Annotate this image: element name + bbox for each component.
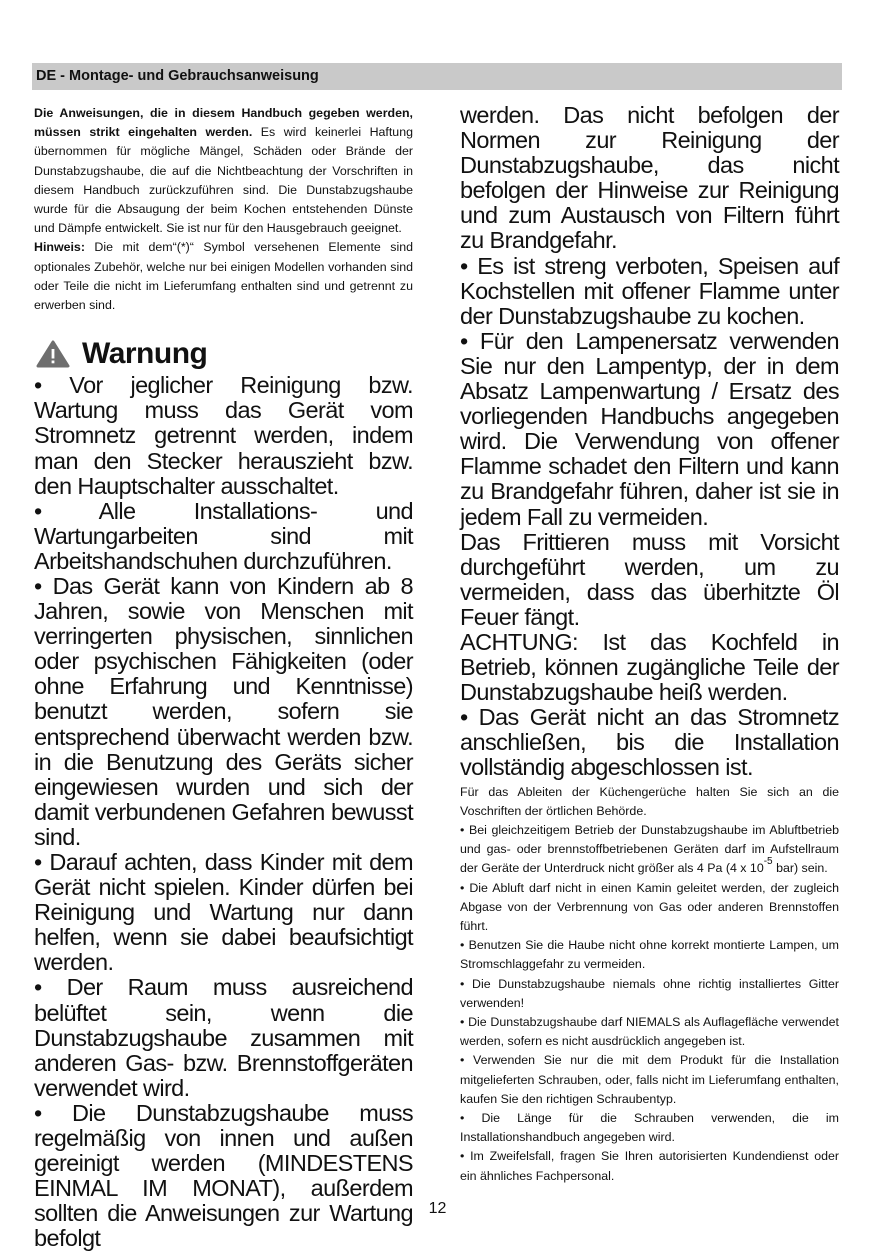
right-small-paragraph: • Die Länge für die Schrauben verwenden, die im Installationshandbuch angegeben wird. — [460, 1110, 839, 1145]
right-small-paragraph: • Benutzen Sie die Haube nicht ohne korrekt montierte Lampen, um Stromschlaggefahr zu vermeiden. — [460, 938, 839, 972]
note-paragraph — [34, 238, 413, 315]
left-paragraph: • Das Gerät kann von Kindern ab 8 Jahren, sowie von Menschen mit verringerten physischen, sinnlichen oder psychischen Fähigkeiten (oder ohne Erfahrung und Kenntnisse) benutzt werden, sofern sie entsprechend überwacht werden bzw. in die Benutzung des Geräts sicher eingewiesen wurden und sich der damit verbundenen Gefahren bewusst sind. — [34, 572, 413, 850]
right-paragraph: • Für den Lampenersatz verwenden Sie nur den Lampentyp, der in dem Absatz Lampenwartung / Ersatz des vorliegenden Handbuchs angegeben wird. Die Verwendung von offener Flamme schadet den Filtern und kann zu Brandgefahr führen, daher ist sie in jedem Fall zu vermeiden. — [460, 327, 839, 530]
left-column — [34, 104, 413, 1252]
intro-bold-lead: Die Anweisungen, die in diesem Handbuch gegeben werden, müssen strikt eingehalten werden. — [34, 106, 413, 140]
right-paragraph: • Es ist streng verboten, Speisen auf Kochstellen mit offener Flamme unter der Dunstabzugshaube zu kochen. — [460, 252, 839, 329]
section-header — [32, 63, 842, 90]
right-small-paragraph — [460, 821, 839, 879]
left-paragraph: • Darauf achten, dass Kinder mit dem Gerät nicht spielen. Kinder dürfen bei Reinigung und Wartung nur dann helfen, wenn sie dabei beaufsichtigt werden. — [34, 849, 413, 976]
right-small-paragraph: • Die Dunstabzugshaube darf NIEMALS als Auflagefläche verwendet werden, sofern es nicht ausdrücklich angegeben ist. — [460, 1014, 839, 1049]
warning-triangle-icon — [36, 340, 70, 368]
left-paragraph: • Der Raum muss ausreichend belüftet sein, wenn die Dunstabzugshaube zusammen mit anderen Gas- bzw. Brennstoffgeräten verwendet wird. — [34, 974, 413, 1101]
note-text: Die mit dem“(*)“ Symbol versehenen Elemente sind optionales Zubehör, welche nur bei einigen Modellen vorhanden sind oder Teile die nicht im Lieferumfang enthalten sind und getrennt zu erwerben sind. — [34, 240, 413, 313]
note-label: Hinweis: — [34, 240, 85, 255]
left-paragraph: • Alle Installations- und Wartungarbeiten sind mit Arbeitshandschuhen durchzuführen. — [34, 497, 413, 574]
right-small-paragraph: Für das Ableiten der Küchengerüche halten Sie sich an die Voschriften der örtlichen Behörde. — [460, 784, 839, 818]
right-paragraph: • Das Gerät nicht an das Stromnetz anschließen, bis die Installation vollständig abgeschlossen ist. — [460, 704, 839, 781]
right-small-paragraph: • Im Zweifelsfall, fragen Sie Ihren autorisierten Kundendienst oder ein ähnliches Fachpersonal. — [460, 1149, 839, 1183]
pressure-text: • Bei gleichzeitigem Betrieb der Dunstabzugshaube im Abluftbetrieb und gas- oder brennstoffbetriebenen Geräten darf im Aufstellraum der Geräte der Unterdruck nicht größer als 4 Pa (4 x 10 — [460, 822, 839, 876]
right-paragraph: werden. Das nicht befolgen der Normen zur Reinigung der Dunstabzugshaube, das nicht befolgen der Hinweise zur Reinigung und zum Austausch von Filtern führt zu Brandgefahr. — [460, 102, 839, 254]
right-small-paragraph: • Die Abluft darf nicht in einen Kamin geleitet werden, der zugleich Abgase von der Verbrennung von Gas oder anderen Brennstoffen führt. — [460, 880, 839, 933]
warning-title: Warnung — [82, 337, 208, 371]
pressure-text-end: bar) sein. — [772, 861, 828, 876]
page-number: 12 — [428, 1200, 447, 1217]
right-paragraph: Das Frittieren muss mit Vorsicht durchgeführt werden, um zu vermeiden, dass das überhitzte Öl Feuer fängt. — [460, 528, 839, 630]
right-small-paragraph: • Die Dunstabzugshaube niemals ohne richtig installiertes Gitter verwenden! — [460, 976, 839, 1010]
right-small-paragraph: • Verwenden Sie nur die mit dem Produkt für die Installation mitgelieferten Schrauben, oder, falls nicht im Lieferumfang enthalten, kaufen Sie den richtigen Schraubentyp. — [460, 1053, 839, 1106]
intro-text: Es wird keinerlei Haftung übernommen für mögliche Mängel, Schäden oder Brände der Dunstabzugshaube, die auf die Nichtbeachtung der Vorschriften in diesem Handbuch zurückzuführen sind. Die Dunstabzugshaube wurde für die Absaugung der beim Kochen entstehenden Dünste und Dämpfe entwickelt. Sie ist nur für den Hausgebrauch geeignet. — [34, 125, 413, 236]
right-column — [460, 103, 839, 1186]
warning-heading — [34, 337, 413, 371]
left-paragraph: • Die Dunstabzugshaube muss regelmäßig von innen und außen gereinigt werden (MINDESTENS EINMAL IM MONAT), außerdem sollten die Anweisungen zur Wartung befolgt — [34, 1099, 413, 1252]
header-title: DE - Montage- und Gebrauchsanweisung — [36, 68, 319, 84]
intro-paragraph — [34, 104, 413, 238]
left-paragraph: • Vor jeglicher Reinigung bzw. Wartung muss das Gerät vom Stromnetz getrennt werden, indem man den Stecker herauszieht bzw. den Hauptschalter ausschaltet. — [34, 372, 413, 499]
pressure-exponent: -5 — [763, 856, 773, 868]
right-paragraph: ACHTUNG: Ist das Kochfeld in Betrieb, können zugängliche Teile der Dunstabzugshaube heiß werden. — [460, 628, 839, 706]
